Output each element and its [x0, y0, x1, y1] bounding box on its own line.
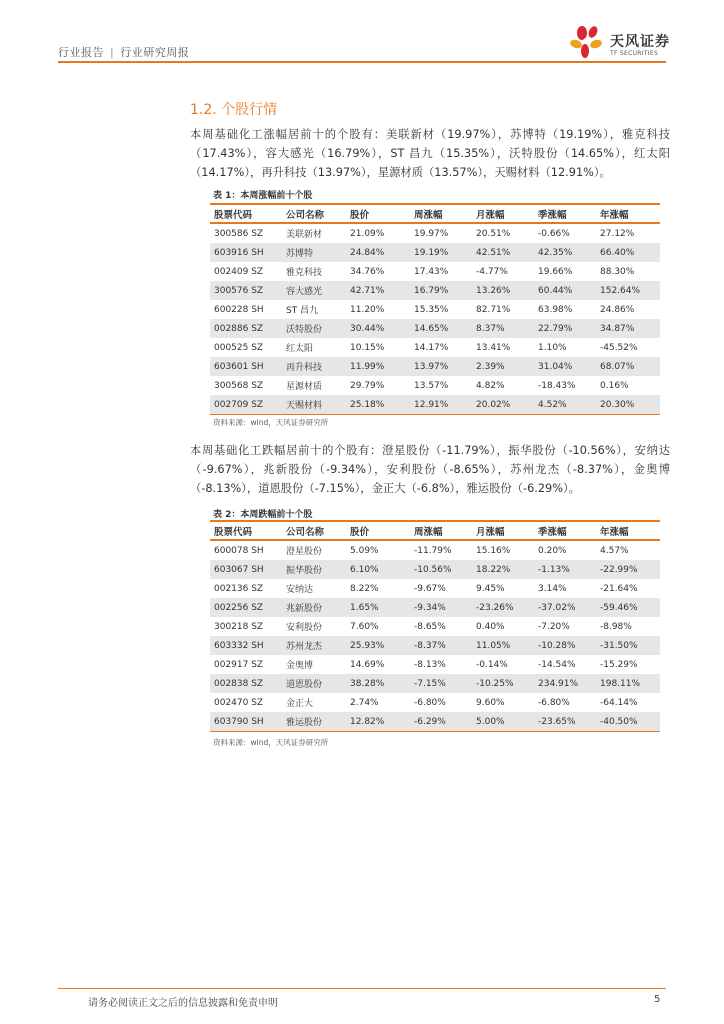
table-cell: 星源材质: [286, 382, 323, 392]
table-cell: 42.71%: [346, 281, 410, 300]
table-cell: 600228 SH: [214, 304, 264, 315]
table-cell: 38.28%: [346, 674, 410, 693]
table-cell: 42.35%: [534, 243, 596, 262]
table-cell: 20.30%: [596, 395, 660, 415]
column-header: 周涨幅: [410, 521, 472, 540]
table-cell: 沃特股份: [282, 319, 346, 338]
table-cell: 9.60%: [476, 697, 505, 708]
top-losers-table: [210, 520, 660, 732]
table-cell: 11.99%: [346, 357, 410, 376]
table-cell: ST 昌九: [286, 306, 319, 316]
table-cell: -6.80%: [538, 697, 570, 708]
table-cell: -6.80%: [414, 697, 446, 708]
table-cell: -45.52%: [600, 342, 638, 353]
table-cell: 11.20%: [350, 304, 385, 315]
table-cell: 16.79%: [410, 281, 472, 300]
table-cell: 002917 SZ: [214, 659, 264, 670]
column-header: 月涨幅: [472, 204, 534, 223]
table-row: [210, 693, 660, 712]
table-cell: 25.18%: [346, 395, 410, 415]
table-cell: 7.60%: [350, 621, 379, 632]
table-cell: -0.66%: [538, 228, 570, 239]
table-cell: 2.74%: [350, 697, 379, 708]
brand-name: 天风证券: [610, 34, 670, 50]
table-cell: 002709 SZ: [210, 395, 282, 415]
table-cell: 66.40%: [596, 243, 660, 262]
table-cell: -10.56%: [410, 560, 472, 579]
table-cell: 14.69%: [350, 659, 385, 670]
table-cell: 0.40%: [476, 621, 505, 632]
table-cell: 1.65%: [346, 598, 410, 617]
table-cell: 603332 SH: [210, 636, 282, 655]
table-cell: 31.04%: [534, 357, 596, 376]
table-cell: 24.84%: [346, 243, 410, 262]
table-cell: 603790 SH: [210, 712, 282, 732]
brand-subtitle: TF SECURITIES: [610, 50, 659, 57]
table-cell: 002409 SZ: [214, 266, 264, 277]
table-row: [210, 579, 660, 598]
table-cell: -10.25%: [472, 674, 534, 693]
table-cell: 88.30%: [600, 266, 635, 277]
table-cell: 002838 SZ: [210, 674, 282, 693]
table-cell: 17.43%: [414, 266, 449, 277]
table-cell: 19.19%: [410, 243, 472, 262]
table-cell: -7.15%: [410, 674, 472, 693]
table-cell: 8.22%: [350, 583, 379, 594]
table-row: [210, 712, 660, 732]
brand-logo: [568, 24, 678, 60]
table-cell: 000525 SZ: [214, 342, 264, 353]
footer-disclaimer: 请务必阅读正文之后的信息披露和免责申明: [88, 998, 278, 1009]
table-row: [210, 223, 660, 243]
table-cell: 20.51%: [476, 228, 511, 239]
table-cell: 600078 SH: [214, 545, 264, 556]
table-cell: -21.64%: [600, 583, 638, 594]
column-header: 股价: [346, 204, 410, 223]
table-cell: 10.15%: [350, 342, 385, 353]
table-cell: 15.16%: [476, 545, 511, 556]
table-row: [210, 319, 660, 338]
table-row: [210, 617, 660, 636]
table-cell: -0.14%: [476, 659, 508, 670]
table-row: [210, 338, 660, 357]
table1-title: 表 1：本周涨幅前十个股: [213, 191, 313, 201]
table-cell: 安利股份: [286, 623, 323, 633]
gainers-paragraph: 本周基础化工涨幅居前十的个股有：美联新材（19.97%），苏博特（19.19%），雅克科技（17.43%），容大感光（16.79%），ST 昌九（15.35%），沃特股份（14.65%），红太阳（14.17%），再升科技（13.97%），星源材质（13.57%），天赐材料（12.91%）。: [190, 128, 670, 179]
table-cell: 25.93%: [346, 636, 410, 655]
table-cell: 兆新股份: [282, 598, 346, 617]
table-cell: 红太阳: [286, 344, 314, 354]
table-cell: 20.02%: [472, 395, 534, 415]
table1-source: 资料来源：wind，天风证券研究所: [213, 418, 329, 427]
table-cell: 82.71%: [476, 304, 511, 315]
table-cell: 金正大: [286, 699, 314, 709]
column-header: 周涨幅: [410, 204, 472, 223]
table-cell: 2.39%: [472, 357, 534, 376]
table-cell: 22.79%: [534, 319, 596, 338]
table-header-row: [210, 204, 660, 223]
table-cell: -7.20%: [538, 621, 570, 632]
table-row: [210, 560, 660, 579]
table-row: [210, 357, 660, 376]
table-cell: 68.07%: [596, 357, 660, 376]
table-cell: -18.43%: [538, 380, 576, 391]
table-cell: -14.54%: [538, 659, 576, 670]
table-cell: 34.76%: [350, 266, 385, 277]
table-cell: -23.26%: [472, 598, 534, 617]
table-cell: 天赐材料: [282, 395, 346, 415]
table-cell: -37.02%: [534, 598, 596, 617]
header-report-subtype: 行业研究周报: [120, 46, 190, 59]
table-cell: 19.66%: [538, 266, 573, 277]
table-cell: 30.44%: [346, 319, 410, 338]
table-cell: 金奥博: [286, 661, 314, 671]
table-cell: 14.17%: [414, 342, 449, 353]
table-cell: 18.22%: [472, 560, 534, 579]
table-cell: 60.44%: [534, 281, 596, 300]
table-cell: -6.29%: [410, 712, 472, 732]
table-cell: 63.98%: [538, 304, 573, 315]
table-row: [210, 376, 660, 395]
table-cell: 再升科技: [282, 357, 346, 376]
table-cell: 澄星股份: [286, 547, 323, 557]
table-cell: -8.13%: [414, 659, 446, 670]
table-cell: 002256 SZ: [210, 598, 282, 617]
table-cell: 13.26%: [472, 281, 534, 300]
table-row: [210, 262, 660, 281]
table-cell: 6.10%: [346, 560, 410, 579]
table-cell: 12.91%: [410, 395, 472, 415]
table-cell: 雅克科技: [286, 268, 323, 278]
table-cell: -11.79%: [414, 545, 452, 556]
table-cell: -40.50%: [596, 712, 660, 732]
table-cell: -31.50%: [596, 636, 660, 655]
table-cell: 苏州龙杰: [282, 636, 346, 655]
table-cell: 0.16%: [600, 380, 629, 391]
table-row: [210, 243, 660, 262]
table-row: [210, 674, 660, 693]
table-cell: -23.65%: [534, 712, 596, 732]
table2-source: 资料来源：wind，天风证券研究所: [213, 738, 329, 747]
table-cell: 道恩股份: [282, 674, 346, 693]
column-header: 股价: [346, 521, 410, 540]
section-title: 1.2. 个股行情: [190, 102, 278, 118]
table-row: [210, 281, 660, 300]
table-cell: 容大感光: [282, 281, 346, 300]
table-cell: -22.99%: [596, 560, 660, 579]
table-cell: 11.05%: [472, 636, 534, 655]
table-cell: 13.97%: [410, 357, 472, 376]
table-cell: 24.86%: [600, 304, 635, 315]
table-cell: -15.29%: [600, 659, 638, 670]
table-cell: 9.45%: [476, 583, 505, 594]
column-header: 月涨幅: [472, 521, 534, 540]
header-divider: [58, 61, 666, 63]
table-cell: 27.12%: [600, 228, 635, 239]
table-row: [210, 395, 660, 415]
table-cell: 美联新材: [286, 230, 323, 240]
footer-divider: [58, 988, 666, 989]
table-cell: 002136 SZ: [214, 583, 264, 594]
table-cell: 4.57%: [600, 545, 629, 556]
tf-flower-logo-icon: [568, 24, 608, 60]
table-cell: 13.57%: [414, 380, 449, 391]
table-cell: 21.09%: [350, 228, 385, 239]
table-cell: 5.00%: [472, 712, 534, 732]
table-row: [210, 598, 660, 617]
header-separator: |: [110, 46, 115, 59]
column-header: 年涨幅: [596, 204, 660, 223]
table-cell: 234.91%: [534, 674, 596, 693]
table-cell: 152.64%: [596, 281, 660, 300]
table-cell: 1.10%: [538, 342, 567, 353]
table-row: [210, 636, 660, 655]
column-header: 季涨幅: [534, 204, 596, 223]
column-header: 公司名称: [282, 521, 346, 540]
header-report-type: 行业报告: [58, 46, 104, 59]
table-cell: -4.77%: [476, 266, 508, 277]
table-cell: 4.52%: [534, 395, 596, 415]
table-row: [210, 540, 660, 560]
table-cell: 603067 SH: [210, 560, 282, 579]
table-cell: 13.41%: [476, 342, 511, 353]
column-header: 股票代码: [210, 521, 282, 540]
table-cell: 15.35%: [414, 304, 449, 315]
table-cell: 34.87%: [596, 319, 660, 338]
table-cell: 雅运股份: [282, 712, 346, 732]
table-cell: 42.51%: [472, 243, 534, 262]
table-cell: -10.28%: [534, 636, 596, 655]
table-cell: 19.97%: [414, 228, 449, 239]
table-cell: 29.79%: [350, 380, 385, 391]
losers-paragraph: 本周基础化工跌幅居前十的个股有：澄星股份（-11.79%），振华股份（-10.56%），安纳达（-9.67%），兆新股份（-9.34%），安利股份（-8.65%），苏州龙杰（-8.37%），金奥博（-8.13%），道恩股份（-7.15%），金正大（-6.8%），雅运股份（-6.29%）。: [190, 444, 670, 495]
table-cell: 12.82%: [346, 712, 410, 732]
table-cell: -59.46%: [596, 598, 660, 617]
top-gainers-table: [210, 203, 660, 415]
table-cell: -8.37%: [410, 636, 472, 655]
table-cell: 300586 SZ: [214, 228, 264, 239]
page-number: 5: [654, 994, 661, 1005]
table-cell: 300576 SZ: [210, 281, 282, 300]
table-cell: 4.82%: [476, 380, 505, 391]
table-cell: 苏博特: [282, 243, 346, 262]
table-header-row: [210, 521, 660, 540]
table-cell: 002886 SZ: [210, 319, 282, 338]
table-cell: -9.34%: [410, 598, 472, 617]
column-header: 季涨幅: [534, 521, 596, 540]
table2-title: 表 2：本周跌幅前十个股: [213, 510, 313, 520]
column-header: 年涨幅: [596, 521, 660, 540]
table-cell: -9.67%: [414, 583, 446, 594]
table-cell: 300568 SZ: [214, 380, 264, 391]
table-cell: -8.65%: [414, 621, 446, 632]
table-cell: 8.37%: [472, 319, 534, 338]
table-cell: -1.13%: [534, 560, 596, 579]
column-header: 公司名称: [282, 204, 346, 223]
table-cell: 0.20%: [538, 545, 567, 556]
table-cell: 603601 SH: [210, 357, 282, 376]
table-cell: 安纳达: [286, 585, 314, 595]
header-breadcrumb: [58, 44, 189, 60]
table-cell: 5.09%: [350, 545, 379, 556]
table-row: [210, 300, 660, 319]
table-cell: 603916 SH: [210, 243, 282, 262]
table-cell: 振华股份: [282, 560, 346, 579]
table-cell: 300218 SZ: [214, 621, 264, 632]
table-cell: 002470 SZ: [214, 697, 264, 708]
table-row: [210, 655, 660, 674]
table-cell: -8.98%: [600, 621, 632, 632]
column-header: 股票代码: [210, 204, 282, 223]
table-cell: -64.14%: [600, 697, 638, 708]
table-cell: 3.14%: [538, 583, 567, 594]
table-cell: 14.65%: [410, 319, 472, 338]
table-cell: 198.11%: [596, 674, 660, 693]
